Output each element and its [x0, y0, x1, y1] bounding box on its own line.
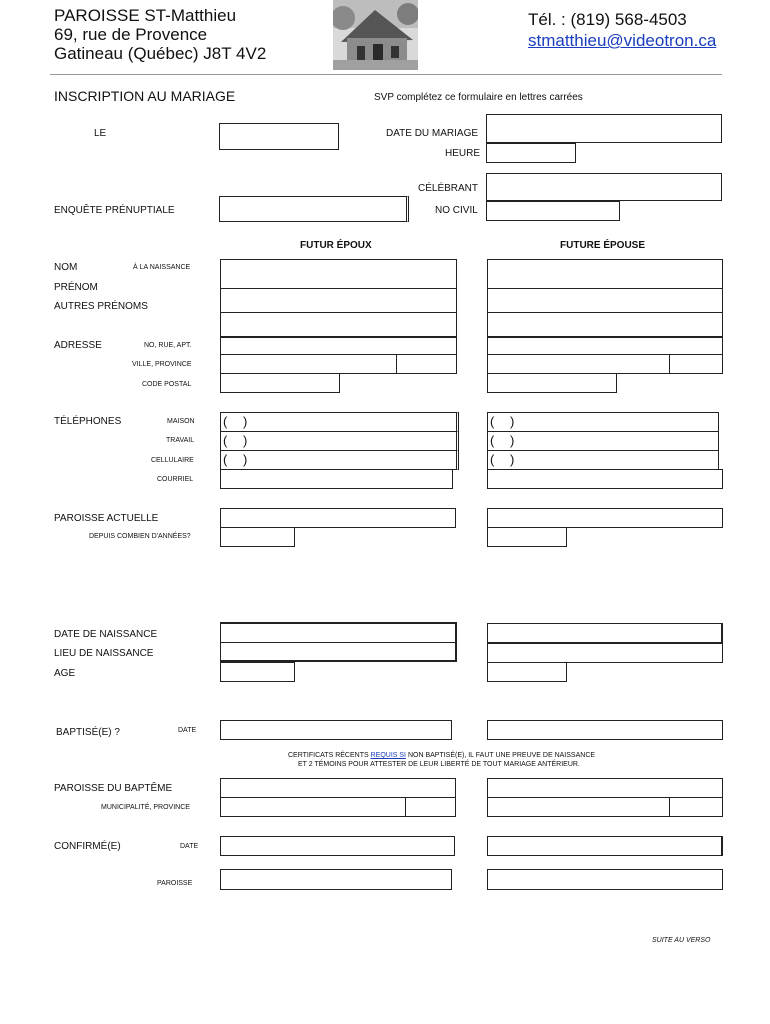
epoux-rue-field[interactable]: [220, 336, 457, 355]
epouse-paroisse-actuelle-field[interactable]: [487, 508, 723, 528]
epouse-autres-prenoms-field[interactable]: [487, 312, 723, 337]
epoux-age-field[interactable]: [220, 662, 295, 682]
courriel-label: COURRIEL: [157, 476, 194, 483]
date-mariage-label: DATE DU MARIAGE: [386, 128, 479, 139]
epoux-municipalite-field[interactable]: [220, 797, 406, 817]
heure-field[interactable]: [486, 143, 576, 163]
paren-close: ): [510, 414, 515, 429]
municipalite-label: MUNICIPALITÉ, PROVINCE: [101, 804, 190, 811]
epoux-lieu-naissance-field[interactable]: [220, 642, 457, 662]
epouse-code-postal-field[interactable]: [487, 373, 617, 393]
paroisse-actuelle-label: PAROISSE ACTUELLE: [54, 513, 159, 524]
epouse-rue-field[interactable]: [487, 336, 723, 355]
baptise-label: BAPTISÉ(E) ?: [56, 727, 120, 738]
date-naissance-label: DATE DE NAISSANCE: [54, 629, 158, 640]
epoux-depuis-field[interactable]: [220, 527, 295, 547]
header-divider: [50, 74, 722, 75]
form-title: INSCRIPTION AU MARIAGE: [54, 88, 236, 104]
a-la-naissance-label: À LA NAISSANCE: [133, 264, 191, 271]
epouse-maison-field[interactable]: [487, 412, 719, 432]
paren-open: (: [490, 433, 495, 448]
paren-open: (: [490, 414, 495, 429]
suite-au-verso: SUITE AU VERSO: [652, 937, 711, 944]
paroisse-bapteme-label: PAROISSE DU BAPTÊME: [54, 783, 173, 794]
confirme-label: CONFIRMÉ(E): [54, 841, 121, 852]
telephones-label: TÉLÉPHONES: [54, 416, 122, 427]
epouse-ville-field[interactable]: [487, 354, 670, 374]
requis-si-link[interactable]: REQUIS SI: [370, 752, 406, 759]
parish-name: PAROISSE ST-Matthieu: [54, 6, 237, 25]
epoux-province-field[interactable]: [396, 354, 457, 374]
epoux-code-postal-field[interactable]: [220, 373, 340, 393]
epoux-confirmation-date-field[interactable]: [220, 836, 455, 856]
paren-close: ): [243, 414, 248, 429]
enquete-field[interactable]: [219, 196, 409, 222]
epoux-maison-field[interactable]: [220, 412, 459, 432]
epoux-paroisse-bapteme-field[interactable]: [220, 778, 456, 798]
prenom-label: PRÉNOM: [54, 282, 98, 293]
epoux-date-naissance-field[interactable]: [220, 622, 457, 643]
maison-label: MAISON: [167, 418, 195, 425]
col-epoux-header: FUTUR ÉPOUX: [300, 240, 372, 251]
no-civil-label: NO CIVIL: [435, 205, 478, 216]
epouse-municipalite-field[interactable]: [487, 797, 670, 817]
cellulaire-label: CELLULAIRE: [151, 457, 194, 464]
bapteme-date-label: DATE: [178, 727, 197, 734]
paren-open: (: [223, 433, 228, 448]
epoux-prenom-field[interactable]: [220, 288, 457, 313]
no-civil-field[interactable]: [486, 201, 620, 221]
email-link[interactable]: stmatthieu@videotron.ca: [528, 31, 717, 50]
enquete-label: ENQUÊTE PRÉNUPTIALE: [54, 205, 175, 216]
paren-open: (: [223, 452, 228, 467]
epouse-age-field[interactable]: [487, 662, 567, 682]
epoux-province-bapteme-field[interactable]: [405, 797, 456, 817]
autres-prenoms-label: AUTRES PRÉNOMS: [54, 301, 148, 312]
epoux-paroisse-actuelle-field[interactable]: [220, 508, 456, 528]
col-epouse-header: FUTURE ÉPOUSE: [560, 240, 646, 251]
epouse-cellulaire-field[interactable]: [487, 450, 719, 470]
epoux-confirmation-paroisse-field[interactable]: [220, 869, 452, 890]
epouse-province-bapteme-field[interactable]: [669, 797, 723, 817]
epoux-courriel-field[interactable]: [220, 469, 453, 489]
epoux-ville-field[interactable]: [220, 354, 397, 374]
epouse-nom-field[interactable]: [487, 259, 723, 289]
epouse-travail-field[interactable]: [487, 431, 719, 451]
heure-label: HEURE: [445, 148, 481, 159]
no-rue-label: NO, RUE, APT.: [144, 342, 192, 349]
age-label: AGE: [54, 668, 76, 679]
depuis-label: DEPUIS COMBIEN D'ANNÉES?: [89, 533, 191, 540]
paren-open: (: [490, 452, 495, 467]
epouse-prenom-field[interactable]: [487, 288, 723, 313]
epouse-confirmation-date-field[interactable]: [487, 836, 723, 856]
parish-address-line2: Gatineau (Québec) J8T 4V2: [54, 44, 267, 63]
ville-label: VILLE, PROVINCE: [132, 361, 192, 368]
epouse-province-field[interactable]: [669, 354, 723, 374]
parish-address-line1: 69, rue de Provence: [54, 25, 208, 44]
celebrant-label: CÉLÉBRANT: [418, 183, 479, 194]
nom-label: NOM: [54, 262, 78, 273]
lieu-naissance-label: LIEU DE NAISSANCE: [54, 648, 154, 659]
paren-close: ): [510, 452, 515, 467]
paren-open: (: [223, 414, 228, 429]
epouse-bapteme-date-field[interactable]: [487, 720, 723, 740]
travail-label: TRAVAIL: [166, 437, 195, 444]
paren-close: ): [510, 433, 515, 448]
adresse-label: ADRESSE: [54, 340, 102, 351]
epouse-depuis-field[interactable]: [487, 527, 567, 547]
le-label: LE: [94, 128, 107, 139]
form-instructions: SVP complétez ce formulaire en lettres carrées: [374, 92, 583, 103]
epouse-courriel-field[interactable]: [487, 469, 723, 489]
epouse-paroisse-bapteme-field[interactable]: [487, 778, 723, 798]
epoux-nom-field[interactable]: [220, 259, 457, 289]
epouse-confirmation-paroisse-field[interactable]: [487, 869, 723, 890]
epoux-travail-field[interactable]: [220, 431, 459, 451]
epoux-cellulaire-field[interactable]: [220, 450, 459, 470]
code-postal-label: CODE POSTAL: [142, 381, 192, 388]
epoux-bapteme-date-field[interactable]: [220, 720, 452, 740]
phone: Tél. : (819) 568-4503: [528, 10, 687, 29]
epoux-autres-prenoms-field[interactable]: [220, 312, 457, 337]
date-mariage-field[interactable]: [486, 114, 722, 143]
church-photo: [333, 0, 418, 70]
epouse-date-naissance-field[interactable]: [487, 623, 723, 644]
epouse-lieu-naissance-field[interactable]: [487, 643, 723, 663]
confirmation-paroisse-label: PAROISSE: [157, 880, 193, 887]
certificats-note-line2: ET 2 TÉMOINS POUR ATTESTER DE LEUR LIBERTÉ DE TOUT MARIAGE ANTÉRIEUR.: [298, 761, 580, 768]
certificats-note-line1: CERTIFICATS RÉCENTS REQUIS SI NON BAPTISÉ(E), IL FAUT UNE PREUVE DE NAISSANCE: [288, 752, 596, 759]
confirmation-date-label: DATE: [180, 843, 199, 850]
paren-close: ): [243, 452, 248, 467]
le-field[interactable]: [219, 123, 339, 150]
celebrant-field[interactable]: [486, 173, 722, 201]
paren-close: ): [243, 433, 248, 448]
